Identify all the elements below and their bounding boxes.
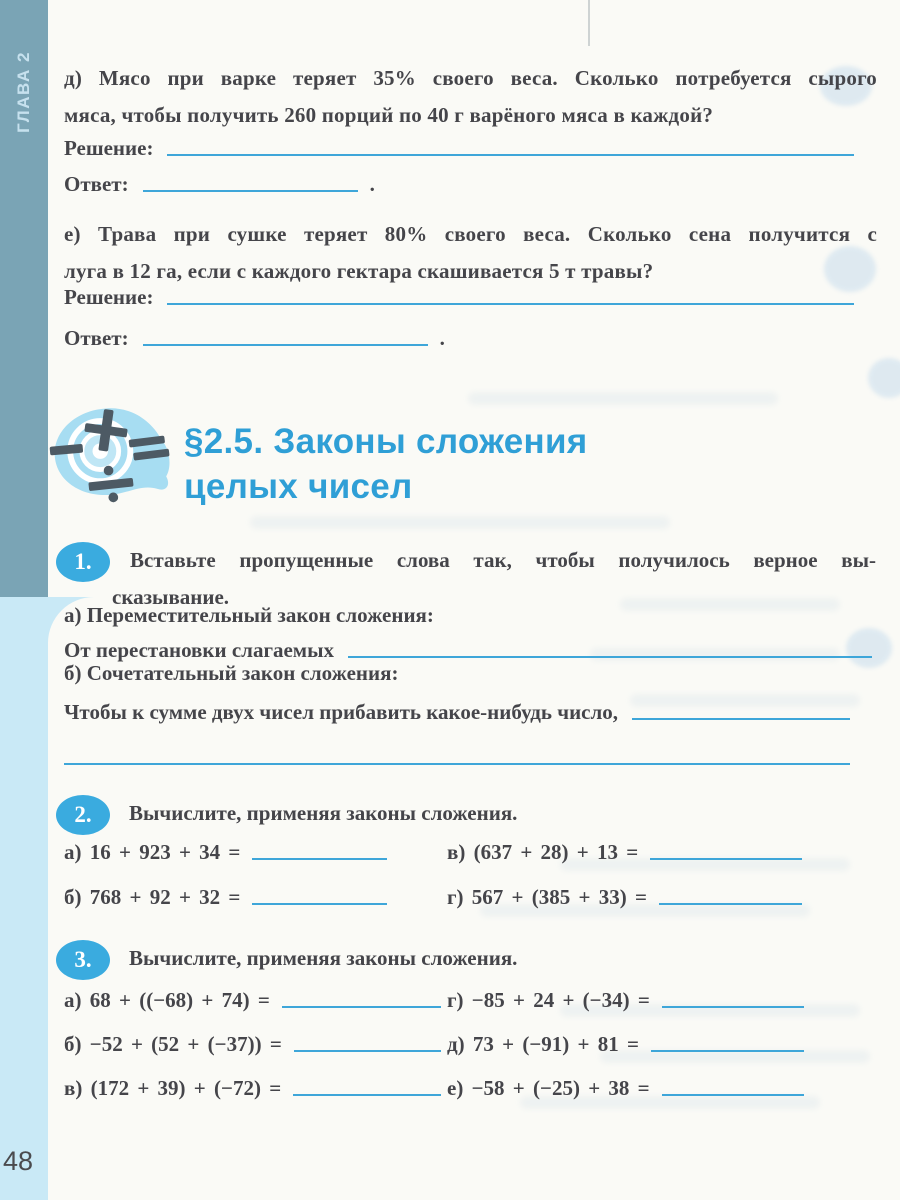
solution-label: Решение: — [64, 136, 154, 160]
problem-d-line2: мяса, чтобы получить 260 порций по 40 г варёного мяса в каждой? — [64, 103, 714, 127]
problem-e-line1: е) Трава при сушке теряет 80% своего веса. Сколько сена получится с — [64, 222, 877, 246]
expression: б) 768 + 92 + 32 = — [64, 885, 241, 909]
answer-label: Ответ: — [64, 326, 129, 350]
equation-cell — [64, 1032, 447, 1057]
solution-row-e — [64, 285, 876, 310]
equation-cell — [447, 1032, 876, 1057]
task1-item-b-label: б) Сочетательный закон сложения: — [64, 661, 399, 685]
section-title — [184, 419, 588, 509]
task3-row-2 — [64, 1032, 876, 1057]
expression: б) −52 + (52 + (−37)) = — [64, 1032, 282, 1056]
answer-blank — [650, 858, 802, 860]
answer-blank — [659, 903, 802, 905]
answer-period: . — [439, 326, 445, 350]
expression: а) 16 + 923 + 34 = — [64, 840, 241, 864]
task3-number-badge — [56, 940, 110, 980]
bleed-through-text — [250, 516, 670, 529]
task1-item-b-prompt: Чтобы к сумме двух чисел прибавить какое-нибудь число, — [64, 700, 619, 724]
task1-heading-line1: Вставьте пропущенные слова так, чтобы получилось верное вы- — [130, 548, 876, 572]
task1-item-b-row — [64, 700, 876, 725]
task3-number: 3. — [74, 947, 92, 972]
scan-artifact — [588, 0, 590, 46]
writing-line — [167, 154, 854, 156]
task1-number-badge — [56, 542, 110, 582]
answer-row-e — [64, 326, 876, 351]
task1-item-a-row — [64, 638, 876, 663]
equation-cell — [64, 885, 447, 910]
equation-cell — [64, 988, 447, 1013]
chapter-label-text: ГЛАВА 2 — [14, 51, 33, 133]
answer-blank — [651, 1050, 804, 1052]
solution-row-d — [64, 136, 876, 161]
math-operations-icon — [46, 400, 172, 510]
task2-row-1 — [64, 840, 876, 865]
answer-blank — [293, 1094, 441, 1096]
equation-cell — [447, 1076, 876, 1101]
task3-heading: Вычислите, применяя законы сложения. — [129, 946, 518, 970]
bleed-through-text — [468, 392, 778, 405]
expression: г) 567 + (385 + 33) = — [447, 885, 647, 909]
writing-line — [143, 344, 428, 346]
expression: а) 68 + ((−68) + 74) = — [64, 988, 270, 1012]
answer-period: . — [369, 172, 375, 196]
writing-line — [632, 718, 850, 720]
answer-blank — [662, 1006, 804, 1008]
expression: е) −58 + (−25) + 38 = — [447, 1076, 650, 1100]
writing-line — [143, 190, 358, 192]
section-title-line1: §2.5. Законы сложения — [184, 422, 588, 461]
answer-blank — [252, 903, 387, 905]
sidebar-strip — [0, 597, 48, 1200]
writing-line — [64, 763, 850, 765]
equation-cell — [447, 885, 876, 910]
problem-e-text — [64, 216, 877, 290]
answer-blank — [662, 1094, 804, 1096]
writing-line — [348, 656, 872, 658]
chapter-label — [0, 24, 48, 160]
equation-cell — [64, 840, 447, 865]
answer-blank — [282, 1006, 441, 1008]
equation-cell — [447, 988, 876, 1013]
problem-e-line2: луга в 12 га, если с каждого гектара скашивается 5 т травы? — [64, 259, 654, 283]
task2-number: 2. — [74, 802, 92, 827]
expression: в) (637 + 28) + 13 = — [447, 840, 639, 864]
task3-row-1 — [64, 988, 876, 1013]
task1-item-a-label: а) Переместительный закон сложения: — [64, 603, 434, 627]
answer-blank — [252, 858, 387, 860]
task1-item-a-prompt: От перестановки слагаемых — [64, 638, 334, 662]
expression: д) 73 + (−91) + 81 = — [447, 1032, 639, 1056]
expression: в) (172 + 39) + (−72) = — [64, 1076, 282, 1100]
problem-d-text — [64, 60, 877, 134]
task1-heading-line2: сказывание. — [112, 585, 230, 609]
task3-row-3 — [64, 1076, 876, 1101]
task2-row-2 — [64, 885, 876, 910]
answer-row-d — [64, 172, 876, 197]
expression: г) −85 + 24 + (−34) = — [447, 988, 650, 1012]
solution-label: Решение: — [64, 285, 154, 309]
bleed-through-mark — [868, 358, 900, 398]
task2-heading: Вычислите, применяя законы сложения. — [129, 801, 518, 825]
writing-line — [167, 303, 854, 305]
task2-number-badge — [56, 795, 110, 835]
answer-label: Ответ: — [64, 172, 129, 196]
page-number: 48 — [3, 1146, 34, 1176]
equation-cell — [64, 1076, 447, 1101]
task1-number: 1. — [74, 549, 92, 574]
equation-cell — [447, 840, 876, 865]
answer-blank — [294, 1050, 441, 1052]
problem-d-line1: д) Мясо при варке теряет 35% своего веса. Сколько потребуется сырого — [64, 66, 877, 90]
section-title-line2: целых чисел — [184, 467, 413, 506]
